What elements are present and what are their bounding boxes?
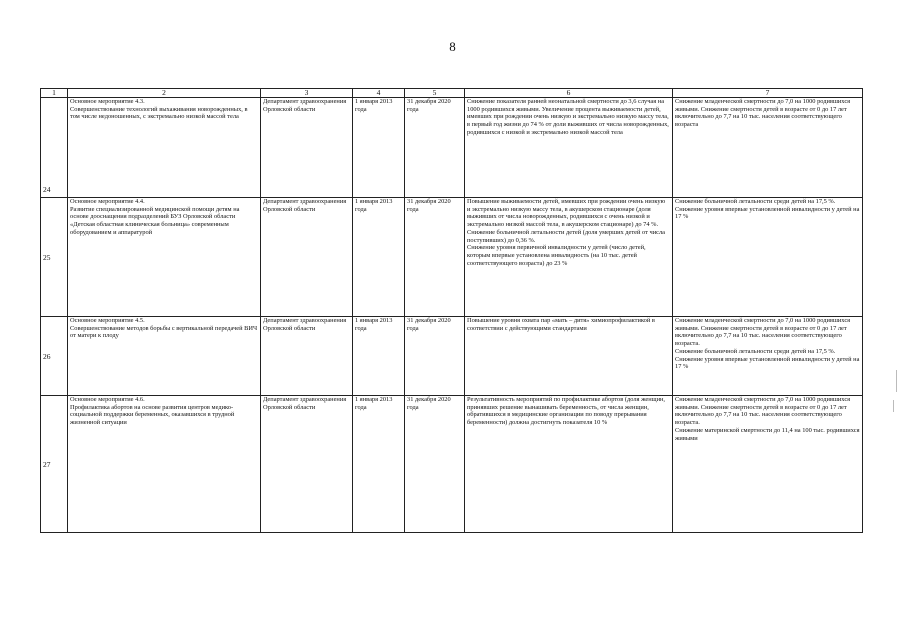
event-description: Совершенствование методов борьбы с вертикальной передачей ВИЧ от матери к плоду <box>70 324 258 340</box>
event-description: Развитие специализированной медицинской помощи детям на основе дооснащения подразделений БУЗ Орловской области «Детская областная клиническая больница» современным оборудованием и аппаратурой <box>70 205 240 236</box>
header-col-6: 6 <box>465 89 673 98</box>
executor-cell: Департамент здравоохранения Орловской области <box>261 198 353 317</box>
end-date-cell: 31 декабря 2020 года <box>405 317 465 396</box>
results-cell: Результативность мероприятий по профилактике абортов (доля женщин, принявших решение вынашивать беременность, от числа женщин, обратившихся в медицинские организации по поводу прерывания беременности) должна достигнуть показателя 10 % <box>465 396 673 533</box>
event-description: Совершенствование технологий выхаживания новорожденных, в том числе недоношенных, с экстремально низкой массой тела <box>70 105 248 121</box>
header-col-3: 3 <box>261 89 353 98</box>
start-date-cell: 1 января 2013 года <box>353 317 405 396</box>
row-number: 26 <box>41 317 68 396</box>
executor-cell: Департамент здравоохранения Орловской области <box>261 98 353 198</box>
results-cell: Повышение выживаемости детей, имевших при рождении очень низкую и экстремально низкую массу тела, в акушерском стационаре (доля выживших от числа новорожденных, родившихся с очень низкой и экстремально низкой массой тела, в акушерском стационаре) до 74 %. Снижение больничной летальности детей (доля умерших детей от числа поступивших) до 0,36 %. Снижение уровня первичной инвалидности у детей (число детей, которым впервые установлена инвалидность (на 10 тыс. детей соответствующего возраста) до 23 % <box>465 198 673 317</box>
indicators-cell: Снижение младенческой смертности до 7,0 на 1000 родившихся живыми. Снижение смертности детей в возрасте от 0 до 17 лет включительно до 7,7 на 10 тыс. населения соответствующего возраста. Снижение больничной летальности среди детей на 17,5 %. Снижение уровня впервые установленной инвалидности у детей на 17 % <box>673 317 863 396</box>
indicators-cell: Снижение больничной летальности среди детей на 17,5 %. Снижение уровня впервые установленной инвалидности у детей на 17 % <box>673 198 863 317</box>
event-title: Основное мероприятие 4.5. <box>70 317 145 324</box>
start-date-cell: 1 января 2013 года <box>353 198 405 317</box>
table-row <box>41 396 863 533</box>
event-cell <box>68 98 261 198</box>
table-row <box>41 317 863 396</box>
table-body <box>41 98 863 533</box>
scan-artifact-mark <box>893 400 894 412</box>
end-date-cell: 31 декабря 2020 года <box>405 98 465 198</box>
header-col-4: 4 <box>353 89 405 98</box>
header-col-2: 2 <box>68 89 261 98</box>
header-col-7: 7 <box>673 89 863 98</box>
event-title: Основное мероприятие 4.4. <box>70 198 145 205</box>
event-description: Профилактика абортов на основе развития центров медико-социальной поддержки беременных, оказавшихся в трудной жизненной ситуации <box>70 403 235 427</box>
table-header <box>41 89 863 98</box>
end-date-cell: 31 декабря 2020 года <box>405 396 465 533</box>
event-cell <box>68 317 261 396</box>
header-row <box>41 89 863 98</box>
indicators-cell: Снижение младенческой смертности до 7,0 на 1000 родившихся живыми. Снижение смертности детей в возрасте от 0 до 17 лет включительно до 7,7 на 10 тыс. населения соответствующего возраста. Снижение материнской смертности до 11,4 на 100 тыс. родившихся живыми <box>673 396 863 533</box>
scan-artifact-mark <box>896 370 897 392</box>
event-cell <box>68 198 261 317</box>
header-col-5: 5 <box>405 89 465 98</box>
end-date-cell: 31 декабря 2020 года <box>405 198 465 317</box>
event-cell <box>68 396 261 533</box>
row-number: 24 <box>41 98 68 198</box>
event-title: Основное мероприятие 4.6. <box>70 396 145 403</box>
executor-cell: Департамент здравоохранения Орловской области <box>261 396 353 533</box>
event-title: Основное мероприятие 4.3. <box>70 98 145 105</box>
results-cell: Снижение показателя ранней неонатальной смертности до 3,6 случая на 1000 родившихся живыми. Увеличение процента выживаемости детей, имевших при рождении очень низкую и экстремально низкую массу тела, в первый год жизни до 74 % от доли выживших от числа новорожденных, родившихся с низкой и экстремально низкой массой тела <box>465 98 673 198</box>
results-cell: Повышение уровня охвата пар «мать – дитя» химиопрофилактикой в соответствии с действующими стандартами <box>465 317 673 396</box>
row-number: 25 <box>41 198 68 317</box>
plan-table <box>40 88 863 533</box>
indicators-cell: Снижение младенческой смертности до 7,0 на 1000 родившихся живыми. Снижение смертности детей в возрасте от 0 до 17 лет включительно до 7,7 на 10 тыс. населения соответствующего возраста <box>673 98 863 198</box>
page-number: 8 <box>449 39 456 54</box>
start-date-cell: 1 января 2013 года <box>353 396 405 533</box>
start-date-cell: 1 января 2013 года <box>353 98 405 198</box>
table-row <box>41 198 863 317</box>
header-col-1: 1 <box>41 89 68 98</box>
row-number: 27 <box>41 396 68 533</box>
executor-cell: Департамент здравоохранения Орловской области <box>261 317 353 396</box>
table-row <box>41 98 863 198</box>
